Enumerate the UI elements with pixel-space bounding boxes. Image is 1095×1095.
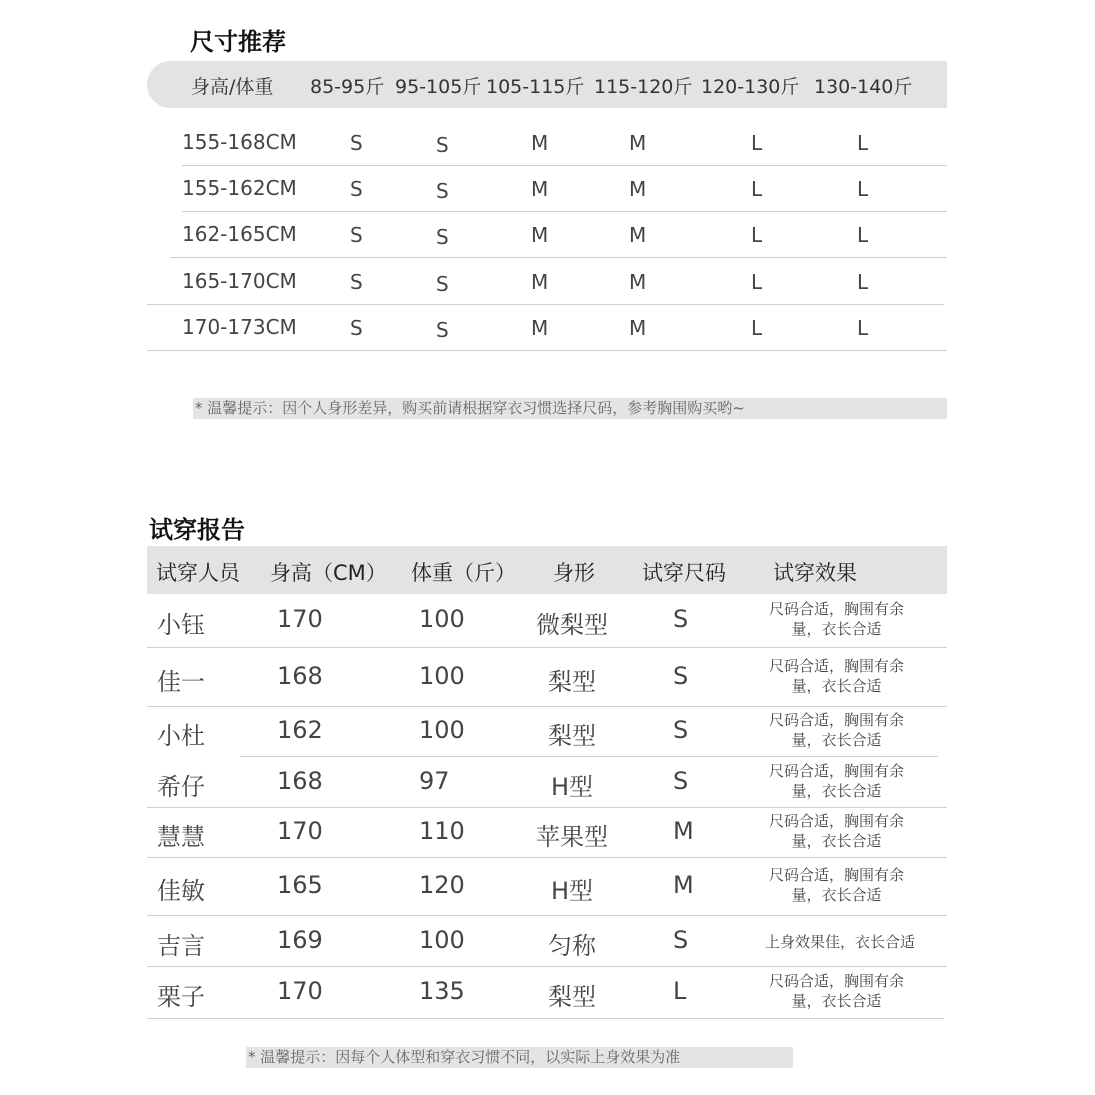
report-table-row — [0, 594, 1095, 648]
tried-size-cell: M — [673, 871, 694, 899]
body-type-cell: 微梨型 — [536, 611, 608, 639]
row-divider — [147, 350, 947, 351]
height-cell: 168 — [277, 661, 323, 690]
row-divider — [147, 1018, 944, 1019]
tester-name-cell: 小杜 — [157, 722, 205, 750]
size-cell: L — [751, 223, 763, 247]
size-cell: M — [629, 223, 647, 247]
size-header-cell: 身高/体重 — [191, 76, 274, 98]
weight-cell: 100 — [419, 605, 465, 633]
size-header-cell: 105-115斤 — [486, 76, 585, 98]
size-table-row — [0, 212, 1095, 258]
size-tip: * 温馨提示：因个人身形差异，购买前请根据穿衣习惯选择尺码，参考胸围购买哟~ — [193, 398, 947, 419]
weight-cell: 100 — [419, 661, 465, 690]
tried-size-cell: S — [673, 716, 689, 744]
tried-size-cell: L — [673, 977, 687, 1005]
size-cell: S — [436, 272, 449, 296]
size-table-row — [0, 120, 1095, 166]
size-cell: S — [350, 316, 363, 340]
size-cell: S — [350, 131, 363, 155]
report-header-cell: 身形 — [553, 561, 595, 585]
size-cell: S — [436, 318, 449, 342]
size-cell: M — [531, 131, 549, 155]
tried-size-cell: S — [673, 925, 689, 954]
size-cell: M — [629, 177, 647, 201]
tried-size-cell: S — [673, 605, 689, 633]
size-table-row — [0, 259, 1095, 305]
height-cell: 170 — [277, 605, 323, 633]
size-cell: M — [629, 316, 647, 340]
size-header-cell: 115-120斤 — [594, 76, 693, 98]
body-type-cell: 梨型 — [548, 722, 596, 750]
try-on-effect-cell: 尺码合适，胸围有余量，衣长合适 — [768, 812, 904, 850]
body-type-cell: 苹果型 — [536, 823, 608, 851]
try-on-effect-cell: 上身效果佳，衣长合适 — [764, 932, 915, 951]
size-table-row — [0, 166, 1095, 212]
height-cell: 162 — [277, 716, 323, 744]
tester-name-cell: 佳敏 — [157, 877, 205, 905]
try-on-effect-cell: 尺码合适，胸围有余量，衣长合适 — [768, 761, 904, 800]
size-header-cell: 95-105斤 — [395, 76, 482, 98]
weight-cell: 120 — [419, 871, 465, 899]
report-table-row — [0, 808, 1095, 858]
tried-size-cell: M — [673, 817, 694, 845]
weight-cell: 100 — [419, 925, 465, 954]
weight-cell: 97 — [419, 766, 450, 795]
tester-name-cell: 希仔 — [157, 772, 205, 801]
size-cell: M — [629, 270, 647, 294]
size-cell: M — [629, 131, 647, 155]
body-type-cell: H型 — [550, 877, 594, 905]
height-range-cell: 155-168CM — [182, 130, 297, 154]
report-table-row — [0, 757, 1095, 808]
row-divider — [170, 257, 947, 258]
report-table-row — [0, 648, 1095, 707]
size-cell: L — [751, 131, 763, 155]
try-on-effect-cell: 尺码合适，胸围有余量，衣长合适 — [768, 600, 904, 638]
size-cell: M — [531, 223, 549, 247]
size-cell: L — [751, 177, 763, 201]
try-on-effect-cell: 尺码合适，胸围有余量，衣长合适 — [768, 866, 904, 904]
size-table-row — [0, 305, 1095, 351]
body-type-cell: H型 — [550, 772, 594, 801]
body-type-cell: 匀称 — [548, 931, 596, 960]
tester-name-cell: 栗子 — [157, 983, 205, 1011]
size-cell: L — [857, 223, 869, 247]
height-range-cell: 155-162CM — [182, 176, 297, 200]
tester-name-cell: 慧慧 — [157, 823, 205, 851]
tester-name-cell: 吉言 — [157, 931, 205, 960]
height-cell: 170 — [277, 977, 323, 1005]
tried-size-cell: S — [673, 766, 689, 795]
size-cell: L — [857, 131, 869, 155]
try-on-report-title: 试穿报告 — [149, 516, 245, 544]
weight-cell: 135 — [419, 977, 465, 1005]
weight-cell: 110 — [419, 817, 465, 845]
tester-name-cell: 小钰 — [157, 611, 205, 639]
size-cell: M — [531, 270, 549, 294]
height-cell: 165 — [277, 871, 323, 899]
height-range-cell: 165-170CM — [182, 269, 297, 293]
weight-cell: 100 — [419, 716, 465, 744]
body-type-cell: 梨型 — [548, 983, 596, 1011]
tried-size-cell: S — [673, 661, 689, 690]
size-header-cell: 85-95斤 — [310, 76, 385, 98]
report-header-cell: 体重（斤） — [411, 561, 516, 585]
report-table-row — [0, 916, 1095, 967]
try-on-effect-cell: 尺码合适，胸围有余量，衣长合适 — [768, 972, 904, 1010]
report-header-cell: 身高（CM） — [270, 561, 387, 585]
size-cell: M — [531, 177, 549, 201]
size-cell: S — [350, 177, 363, 201]
report-table-row — [0, 967, 1095, 1019]
report-table-header — [147, 546, 947, 594]
body-type-cell: 梨型 — [548, 667, 596, 696]
size-cell: L — [857, 316, 869, 340]
report-tip: * 温馨提示：因每个人体型和穿衣习惯不同，以实际上身效果为准 — [246, 1047, 793, 1068]
report-header-cell: 试穿效果 — [773, 561, 857, 585]
size-cell: S — [436, 133, 449, 157]
size-recommendation-title: 尺寸推荐 — [190, 28, 286, 56]
size-cell: L — [857, 177, 869, 201]
try-on-effect-cell: 尺码合适，胸围有余量，衣长合适 — [768, 711, 904, 749]
size-cell: M — [531, 316, 549, 340]
size-header-cell: 130-140斤 — [814, 76, 913, 98]
size-cell: L — [751, 316, 763, 340]
size-cell: S — [350, 223, 363, 247]
report-table-row — [0, 707, 1095, 757]
height-cell: 170 — [277, 817, 323, 845]
size-header-cell: 120-130斤 — [701, 76, 800, 98]
size-cell: L — [857, 270, 869, 294]
height-range-cell: 162-165CM — [182, 222, 297, 246]
size-cell: L — [751, 270, 763, 294]
tester-name-cell: 佳一 — [157, 667, 205, 696]
height-range-cell: 170-173CM — [182, 315, 297, 339]
height-cell: 169 — [277, 925, 323, 954]
try-on-effect-cell: 尺码合适，胸围有余量，衣长合适 — [768, 656, 904, 695]
report-table-row — [0, 858, 1095, 916]
size-cell: S — [436, 225, 449, 249]
size-table-header — [147, 61, 947, 108]
size-cell: S — [350, 270, 363, 294]
size-cell: S — [436, 179, 449, 203]
report-header-cell: 试穿人员 — [156, 561, 240, 585]
report-header-cell: 试穿尺码 — [642, 561, 726, 585]
height-cell: 168 — [277, 766, 323, 795]
